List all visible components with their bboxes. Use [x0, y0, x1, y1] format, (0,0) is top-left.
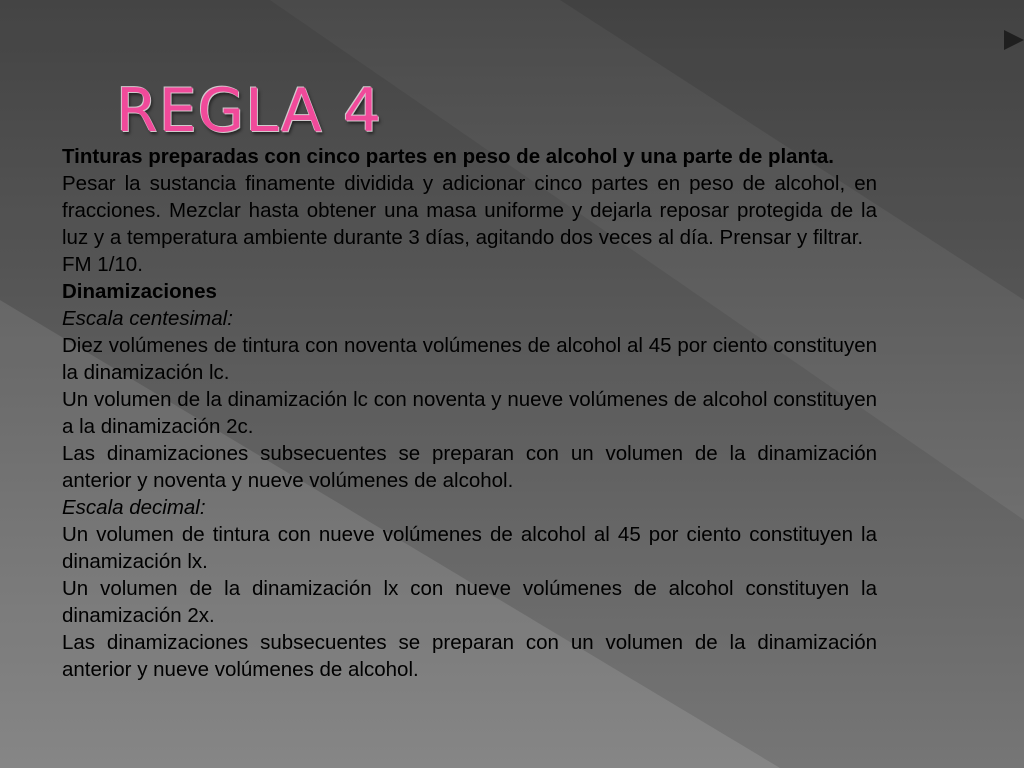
slide-title: REGLA 4: [116, 76, 383, 146]
centesimal-subheading: Escala centesimal:: [62, 307, 233, 330]
centesimal-step-subsequent: Las dinamizaciones subsecuentes se preparan con un volumen de la dinamización anterior y noventa y nueve volúmenes de alcohol.: [62, 442, 877, 492]
formula-ratio: FM 1/10.: [62, 253, 143, 276]
centesimal-step-1: Diez volúmenes de tintura con noventa volúmenes de alcohol al 45 por ciento constituyen la dinamización lc.: [62, 334, 877, 384]
slide-body: [62, 143, 877, 683]
corner-arrow-icon: [1004, 30, 1024, 50]
centesimal-step-2: Un volumen de la dinamización lc con noventa y nueve volúmenes de alcohol constituyen a la dinamización 2c.: [62, 388, 877, 438]
decimal-step-subsequent: Las dinamizaciones subsecuentes se preparan con un volumen de la dinamización anterior y nueve volúmenes de alcohol.: [62, 631, 877, 681]
tinturas-heading: Tinturas preparadas con cinco partes en peso de alcohol y una parte de planta.: [62, 145, 835, 168]
decimal-step-2: Un volumen de la dinamización lx con nueve volúmenes de alcohol constituyen la dinamización 2x.: [62, 577, 877, 627]
decimal-step-1: Un volumen de tintura con nueve volúmenes de alcohol al 45 por ciento constituyen la dinamización lx.: [62, 523, 877, 573]
procedure-paragraph: Pesar la sustancia finamente dividida y adicionar cinco partes en peso de alcohol, en fracciones. Mezclar hasta obtener una masa uniforme y dejarla reposar protegida de la luz y a temperatura ambiente durante 3 días, agitando dos veces al día. Prensar y filtrar.: [62, 172, 877, 249]
dinamizaciones-heading: Dinamizaciones: [62, 280, 217, 303]
decimal-subheading: Escala decimal:: [62, 496, 206, 519]
